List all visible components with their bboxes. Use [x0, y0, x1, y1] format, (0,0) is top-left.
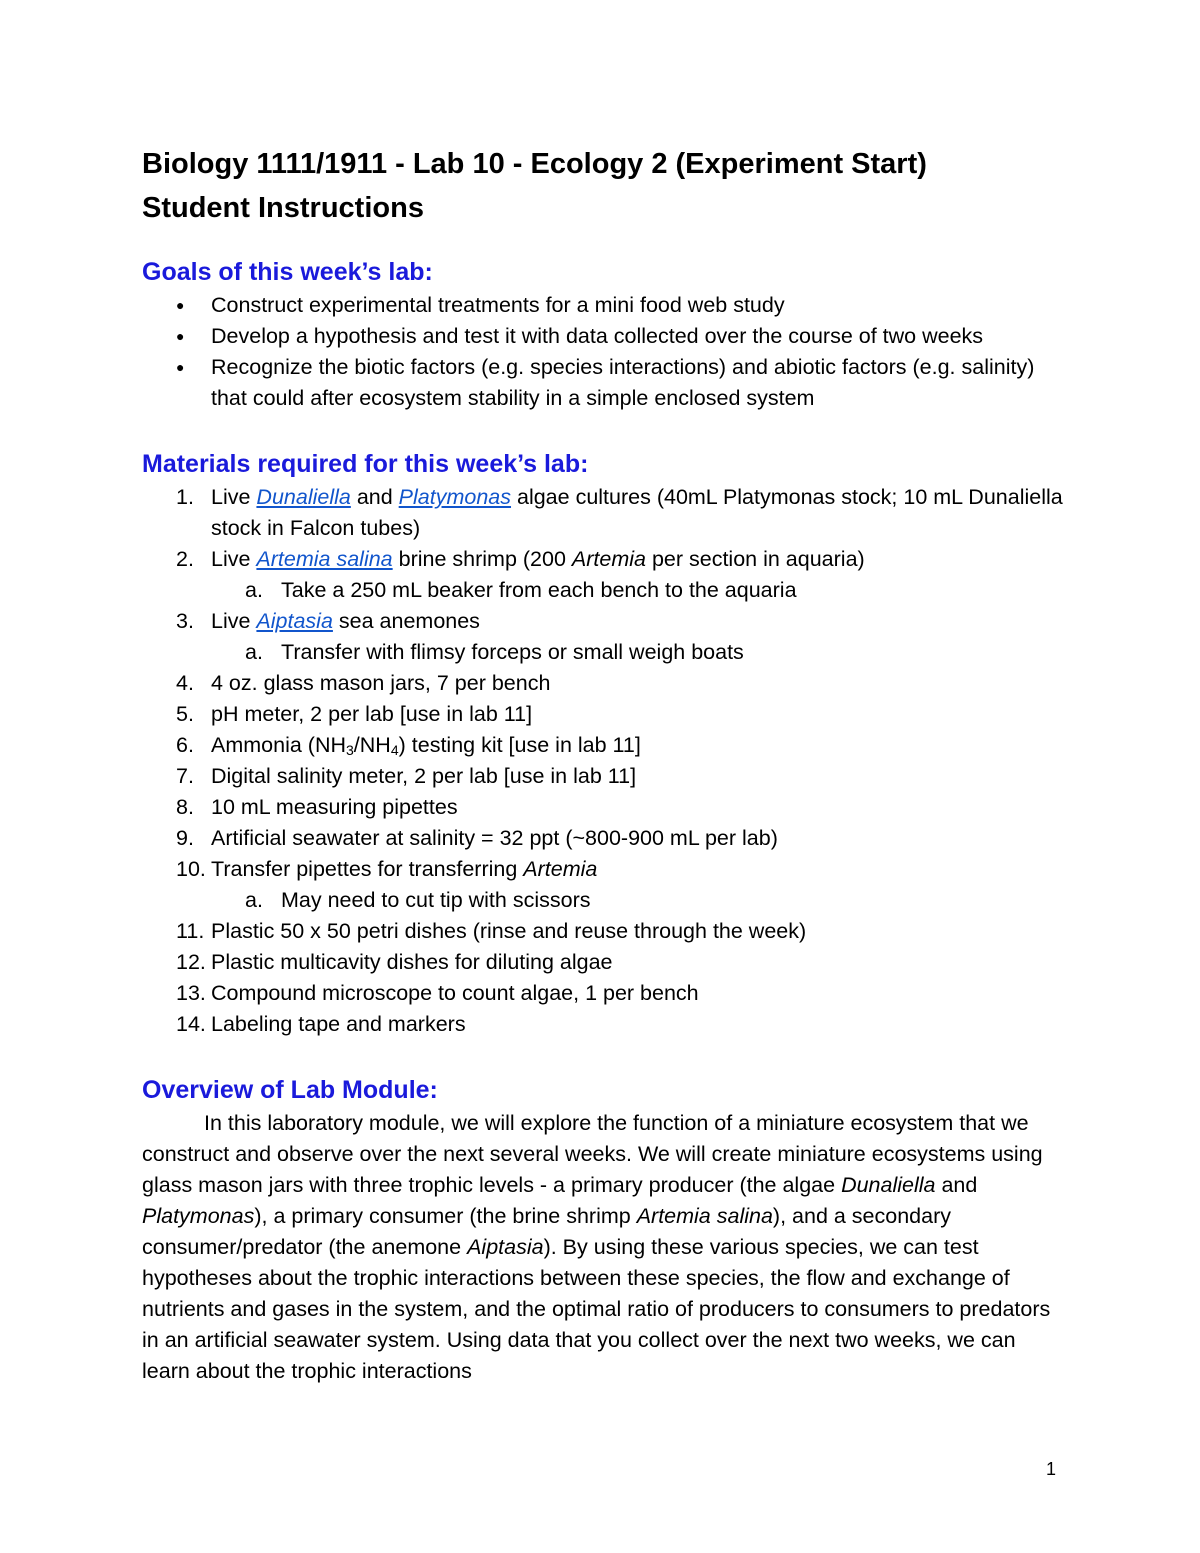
item-number: 10. — [176, 857, 206, 881]
material-item — [142, 699, 1072, 730]
item-text: Live — [211, 485, 257, 509]
item-number: 7. — [176, 764, 194, 788]
goal-item — [142, 290, 1072, 321]
item-number: 6. — [176, 733, 194, 757]
item-text: Labeling tape and markers — [211, 1012, 466, 1036]
item-text: Artificial seawater at salinity = 32 ppt (~800-900 mL per lab) — [211, 826, 778, 850]
goal-text: Develop a hypothesis and test it with data collected over the course of two weeks — [211, 324, 984, 348]
link-platymonas[interactable]: Platymonas — [398, 485, 512, 509]
item-number: 9. — [176, 826, 194, 850]
materials-heading: Materials required for this week’s lab: — [142, 450, 589, 478]
link-aiptasia[interactable]: Aiptasia — [256, 609, 333, 633]
page-number: 1 — [1046, 1459, 1057, 1479]
item-number: 14. — [176, 1012, 206, 1036]
item-italic: Artemia — [571, 547, 646, 571]
subscript: 3 — [346, 742, 354, 758]
subscript: 4 — [390, 742, 399, 758]
goals-heading: Goals of this week’s lab: — [142, 258, 433, 286]
document-title — [142, 142, 927, 230]
bullet-icon: ● — [176, 359, 185, 375]
item-number: 8. — [176, 795, 194, 819]
item-number: 1. — [176, 485, 194, 509]
item-text: Plastic 50 x 50 petri dishes (rinse and reuse through the week) — [211, 919, 807, 943]
sub-item-text: Take a 250 mL beaker from each bench to the aquaria — [281, 578, 797, 602]
overview-italic: Platymonas — [142, 1204, 255, 1228]
material-item — [142, 1009, 1072, 1040]
sub-item-text: Transfer with flimsy forceps or small weigh boats — [281, 640, 744, 664]
material-item — [142, 544, 1072, 606]
bullet-icon: ● — [176, 297, 185, 313]
link-artemia-salina[interactable]: Artemia salina — [256, 547, 393, 571]
item-number: 4. — [176, 671, 194, 695]
materials-list — [142, 482, 1072, 1040]
material-item — [142, 947, 1072, 978]
item-number: 13. — [176, 981, 206, 1005]
item-text: /NH — [353, 733, 391, 757]
item-number: 3. — [176, 609, 194, 633]
item-text: sea anemones — [332, 609, 480, 633]
material-item — [142, 978, 1072, 1009]
item-text: Plastic multicavity dishes for diluting algae — [211, 950, 613, 974]
item-text: brine shrimp (200 — [392, 547, 572, 571]
sub-item-letter: a. — [245, 888, 263, 912]
material-item — [142, 606, 1072, 668]
overview-italic: Artemia salina — [636, 1204, 773, 1228]
item-text: Live — [211, 547, 257, 571]
goal-item — [142, 321, 1072, 352]
sub-item — [211, 637, 1072, 668]
overview-text: and — [935, 1173, 978, 1197]
title-line-2: Student Instructions — [142, 192, 424, 224]
item-number: 11. — [176, 919, 205, 943]
title-line-1: Biology 1111/1911 - Lab 10 - Ecology 2 (Experiment Start) — [142, 148, 927, 180]
item-text: per section in aquaria) — [645, 547, 865, 571]
overview-text: ), and a secondary consumer/predator (the anemone — [142, 1204, 952, 1259]
item-number: 2. — [176, 547, 194, 571]
overview-text: ), a primary consumer (the brine shrimp — [254, 1204, 637, 1228]
overview-paragraph — [142, 1108, 1062, 1387]
material-item — [142, 668, 1072, 699]
overview-text: ). By using these various species, we can test hypotheses about the trophic interactions between these species, the flow and exchange of nutrients and gases in the system, and the optimal ratio of producers to consumers to predators in an artificial seawater system. Using data that you collect over the next two weeks, we can learn about the trophic interactions — [142, 1235, 1051, 1383]
item-text: Live — [211, 609, 257, 633]
material-item — [142, 916, 1072, 947]
material-item — [142, 482, 1072, 544]
item-text: 4 oz. glass mason jars, 7 per bench — [211, 671, 551, 695]
sub-item — [211, 575, 1072, 606]
item-text: ) testing kit [use in lab 11] — [398, 733, 641, 757]
material-item — [142, 730, 1072, 761]
goal-item — [142, 352, 1072, 414]
overview-heading: Overview of Lab Module: — [142, 1076, 438, 1104]
item-text: Digital salinity meter, 2 per lab [use in lab 11] — [211, 764, 637, 788]
item-text: 10 mL measuring pipettes — [211, 795, 458, 819]
overview-text: In this laboratory module, we will explore the function of a miniature ecosystem that we construct and observe over the next several weeks. We will create miniature ecosystems using glass mason jars with three trophic levels - a primary producer (the algae — [142, 1111, 1043, 1197]
item-number: 12. — [176, 950, 206, 974]
item-number: 5. — [176, 702, 194, 726]
item-text: Ammonia (NH — [211, 733, 346, 757]
overview-italic: Aiptasia — [467, 1235, 544, 1259]
overview-italic: Dunaliella — [841, 1173, 936, 1197]
item-italic: Artemia — [523, 857, 598, 881]
item-text: Compound microscope to count algae, 1 per bench — [211, 981, 699, 1005]
item-text: pH meter, 2 per lab [use in lab 11] — [211, 702, 533, 726]
goal-text: Recognize the biotic factors (e.g. species interactions) and abiotic factors (e.g. salinity) that could after ecosystem stability in a simple enclosed system — [211, 355, 1035, 410]
goal-text: Construct experimental treatments for a mini food web study — [211, 293, 785, 317]
sub-item-text: May need to cut tip with scissors — [281, 888, 591, 912]
goals-list — [142, 290, 1072, 414]
item-text: and — [350, 485, 399, 509]
sub-item — [211, 885, 1072, 916]
sub-item-letter: a. — [245, 578, 263, 602]
sub-item-letter: a. — [245, 640, 263, 664]
material-item — [142, 792, 1072, 823]
link-dunaliella[interactable]: Dunaliella — [256, 485, 351, 509]
material-item — [142, 854, 1072, 916]
bullet-icon: ● — [176, 328, 185, 344]
material-item — [142, 823, 1072, 854]
material-item — [142, 761, 1072, 792]
item-text: Transfer pipettes for transferring — [211, 857, 524, 881]
item-text: algae cultures (40mL Platymonas stock; 10 mL Dunaliella stock in Falcon tubes) — [211, 485, 1063, 540]
